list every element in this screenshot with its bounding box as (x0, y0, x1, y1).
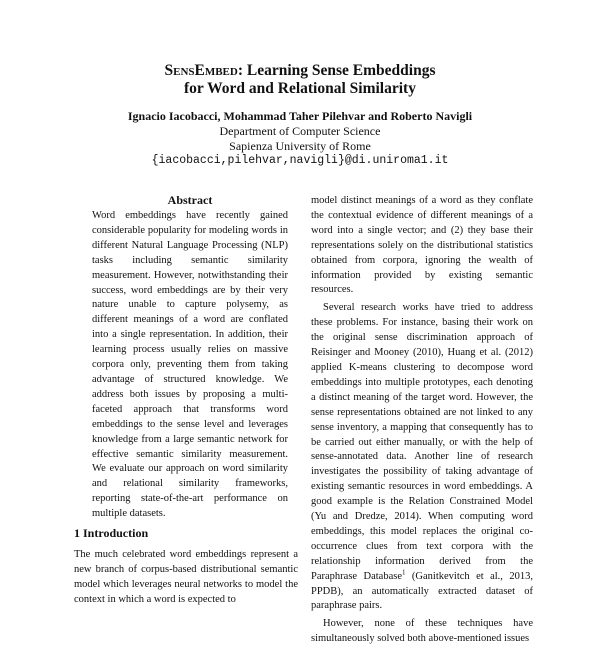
paper-title-line-2: for Word and Relational Similarity (184, 80, 416, 97)
introduction-text: The much celebrated word embeddings represent a new branch of corpus-based distributional semantic model which leverages neural networks to model the context in which a word is expected to (74, 549, 298, 605)
department: Department of Computer Science (219, 124, 381, 138)
right-paragraph-2-text: Several research works have tried to address these problems. For instance, basing their work on the original sense discrimination approach of Reisinger and Mooney (2010), Huang et al. (2012) applied K-means clustering to decompose word embeddings into multiple prototypes, each denoting a distinct meaning of the target word. However, the sense representations obtained are not linked to any sense inventory, a mapping that consequently has to be carried out either manually, or with the help of sense-annotated data. Another line of research investigates the possibility of taking advantage of existing semantic resources in word embeddings. A good example is the Relation Constrained Model (Yu and Dredze, 2014). When computing word embeddings, this model replaces the original co-occurrence clues from text corpora with the relationship information derived from the Paraphrase Database (311, 302, 533, 582)
section-heading-introduction: 1 Introduction (74, 526, 149, 540)
right-paragraph-1: model distinct meanings of a word as they conflate the contextual evidence of different meanings of a word into a single vector; and (2) they base their representations solely on the distributional statistics obtained from corpora, ignoring the wealth of information provided by existing semantic resources. (311, 195, 533, 296)
abstract-text: Word embeddings have recently gained considerable popularity for modeling words in different Natural Language Processing (NLP) tasks including semantic similarity measurement. However, notwithstanding their success, word embeddings are by their very nature unable to capture polysemy, as different meanings of a word are conflated into a single representation. In addition, their learning process usually relies on massive corpora only, preventing them from taking advantage of structured knowledge. We address both issues by proposing a multi-faceted approach that transforms word embeddings to the sense level and leverages knowledge from a large semantic network for effective semantic similarity measurement. We evaluate our approach on word similarity and relational similarity frameworks, reporting state-of-the-art performance on multiple datasets. (92, 210, 288, 520)
author-3: Roberto Navigli (390, 109, 473, 123)
abstract-heading: Abstract (167, 193, 213, 207)
right-paragraph-2-end: (Ganitkevitch et al., 2013, PPDB), an automatically extracted dataset of paraphrase pairs. (311, 570, 533, 612)
university: Sapienza University of Rome (229, 139, 371, 153)
author-separator-2: and (365, 109, 391, 123)
title-system-name: SensEmbed (164, 62, 238, 79)
paper-title-line-1 (0, 62, 600, 80)
author-email: {iacobacci,pilehvar,navigli}@di.uniroma1.it (151, 154, 449, 167)
author-list (0, 109, 600, 124)
right-paragraph-2 (311, 301, 533, 614)
author-1: Ignacio Iacobacci (127, 109, 218, 123)
author-2: Mohammad Taher Pilehvar (223, 109, 366, 123)
author-separator-1: , (217, 109, 224, 123)
right-paragraph-3: However, none of these techniques have simultaneously solved both above-mentioned issues (311, 618, 533, 645)
title-line-1-rest: : Learning Sense Embeddings (237, 62, 436, 79)
right-column (311, 194, 533, 647)
footnote-marker: 1 (401, 568, 406, 577)
